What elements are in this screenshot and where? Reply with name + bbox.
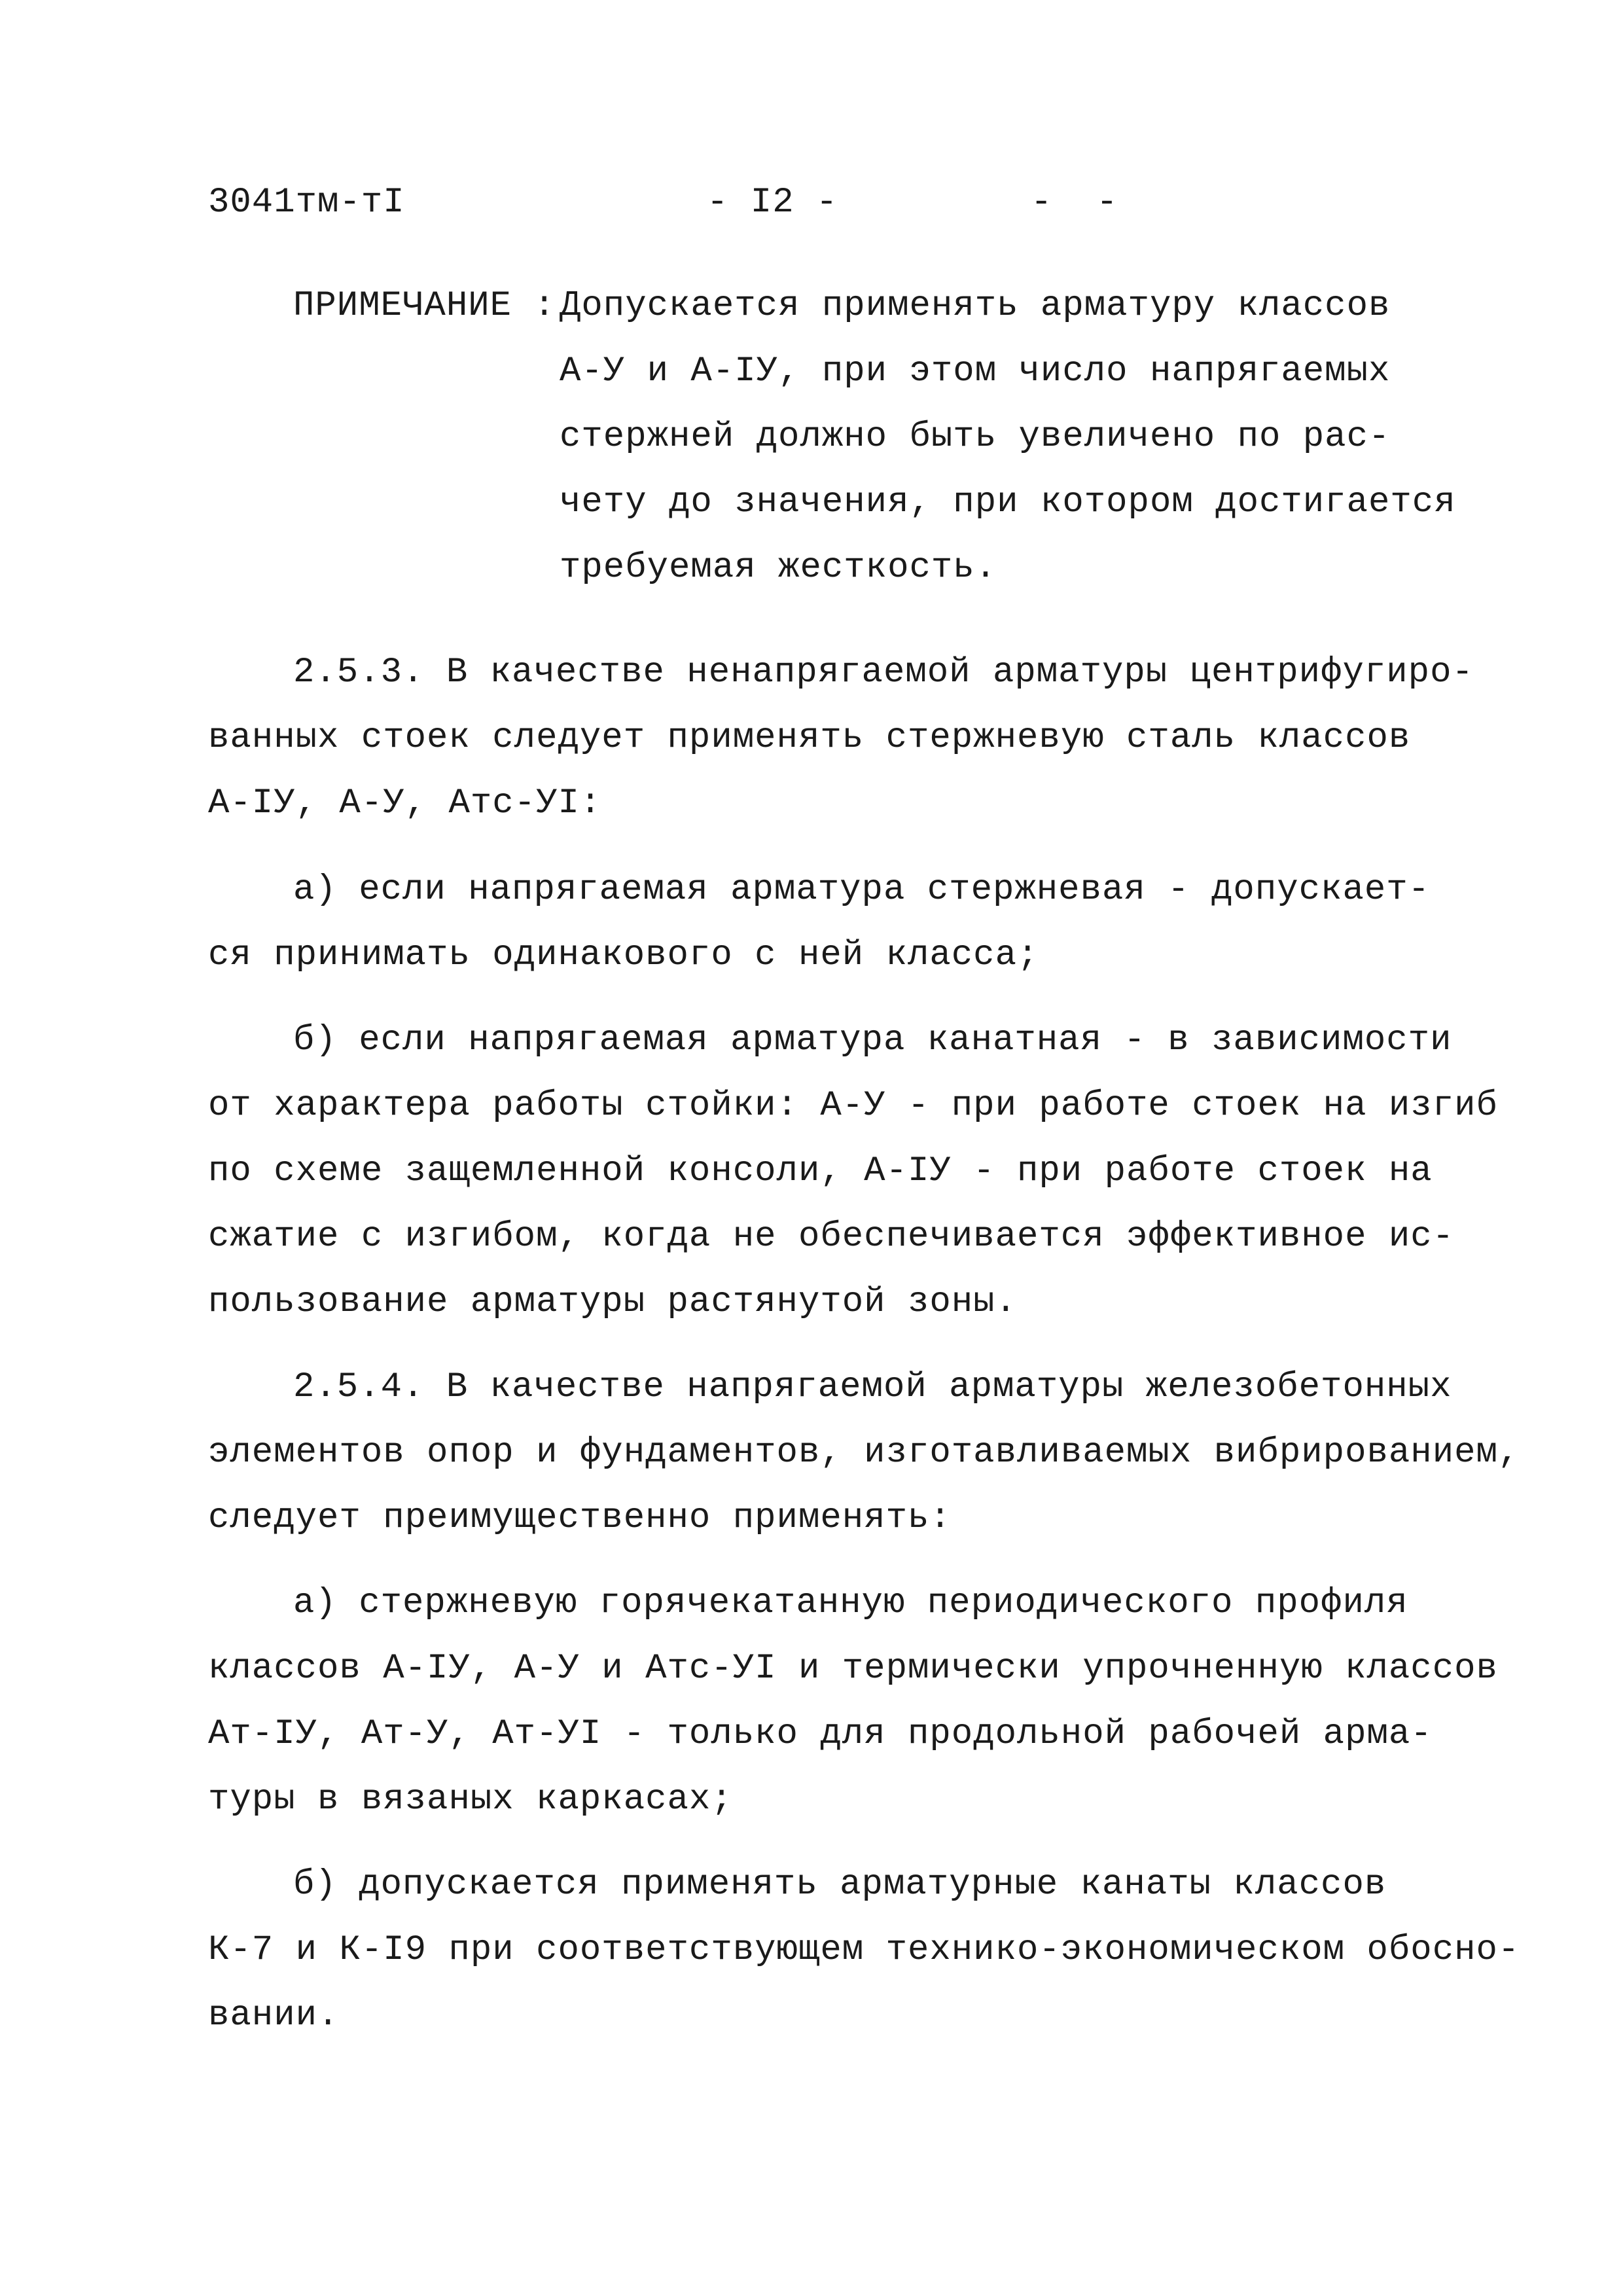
section-2-5-3-item-b-line: сжатие с изгибом, когда не обеспечивается эффективное ис- [208, 1217, 1455, 1257]
section-2-5-3-line: А-IУ, А-У, Атс-УI: [208, 783, 602, 823]
section-2-5-4-item-a-line: классов А-IУ, А-У и Атс-УI и термически упрочненную классов [208, 1649, 1498, 1689]
section-2-5-4-item-a-line: туры в вязаных каркасах; [208, 1780, 733, 1820]
section-2-5-3-line: 2.5.3. В качестве ненапрягаемой арматуры центрифугиро- [293, 653, 1474, 692]
section-2-5-3-item-a-line: а) если напрягаемая арматура стержневая - допускает- [293, 870, 1431, 910]
section-2-5-4-item-b-line: б) допускается применять арматурные канаты классов [293, 1865, 1387, 1905]
document-code: 3041тм-тI [208, 183, 405, 223]
section-2-5-4-line: элементов опор и фундаментов, изготавливаемых вибрированием, [208, 1433, 1520, 1473]
note-line: стержней должно быть увеличено по рас- [560, 417, 1391, 457]
section-2-5-4-line: 2.5.4. В качестве напрягаемой арматуры железобетонных [293, 1367, 1452, 1407]
section-2-5-3-item-b-line: от характера работы стойки: А-У - при работе стоек на изгиб [208, 1086, 1498, 1126]
section-2-5-3-line: ванных стоек следует применять стержневую сталь классов [208, 718, 1411, 758]
section-2-5-4-item-b-line: вании. [208, 1996, 340, 2036]
note-line: Допускается применять арматуру классов [560, 286, 1391, 326]
section-2-5-4-item-b-line: К-7 и К-I9 при соответствующем технико-экономическом обосно- [208, 1930, 1520, 1970]
section-2-5-4-line: следует преимущественно применять: [208, 1498, 952, 1538]
note-line: А-У и А-IУ, при этом число напрягаемых [560, 351, 1391, 391]
section-2-5-3-item-a-line: ся принимать одинакового с ней класса; [208, 935, 1039, 975]
section-2-5-4-item-a-line: а) стержневую горячекатанную периодического профиля [293, 1583, 1408, 1623]
note-label: ПРИМЕЧАНИЕ : [293, 286, 556, 326]
section-2-5-3-item-b-line: по схеме защемленной консоли, А-IУ - при работе стоек на [208, 1151, 1433, 1191]
note-line: чету до значения, при котором достигается [560, 482, 1456, 522]
page-number: - I2 - [707, 183, 838, 223]
section-2-5-3-item-b-line: б) если напрягаемая арматура канатная - в зависимости [293, 1020, 1452, 1060]
note-line: требуемая жесткость. [560, 548, 997, 588]
corner-mark: - - [1031, 183, 1118, 223]
section-2-5-4-item-a-line: Ат-IУ, Ат-У, Ат-УI - только для продольной рабочей арма- [208, 1714, 1433, 1754]
section-2-5-3-item-b-line: пользование арматуры растянутой зоны. [208, 1282, 1017, 1322]
